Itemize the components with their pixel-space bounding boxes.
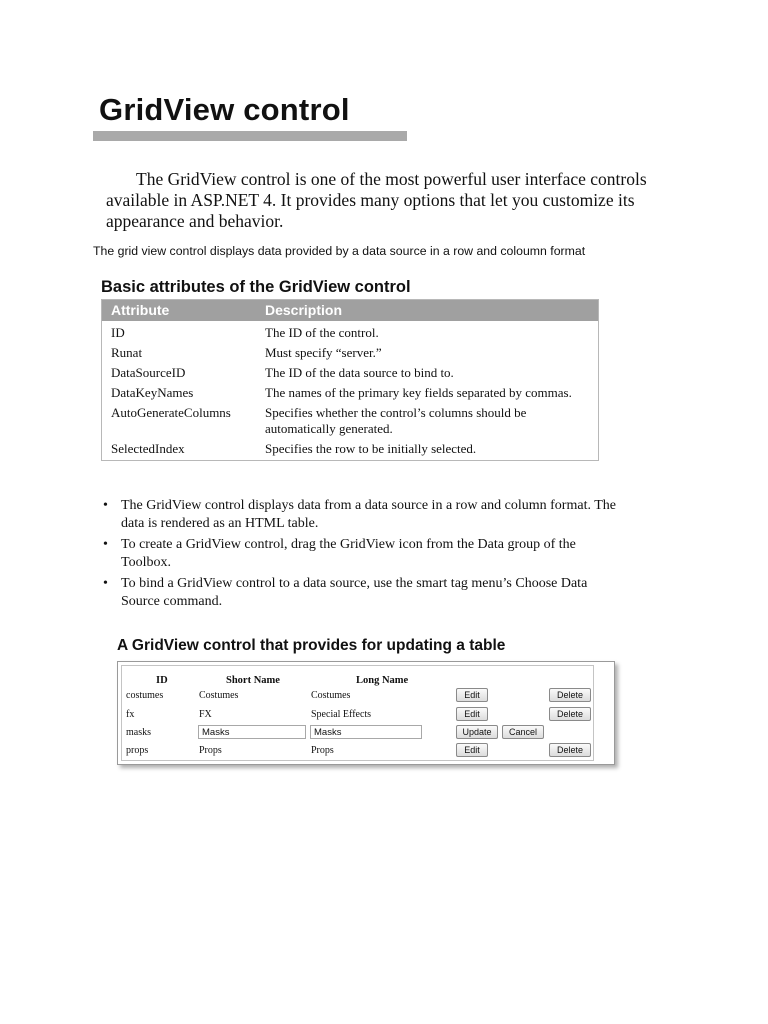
attribute-description: The ID of the control. xyxy=(265,325,379,340)
attribute-name: DataKeyNames xyxy=(111,385,194,400)
attribute-description: Specifies the row to be initially selected. xyxy=(265,441,477,456)
header-description: Description xyxy=(265,302,343,318)
grid-cell-id: masks xyxy=(126,727,151,738)
bullet-list xyxy=(103,497,673,614)
bullet-icon: • xyxy=(103,537,108,552)
grid-header-long-name: Long Name xyxy=(356,675,409,686)
attribute-description: The ID of the data source to bind to. xyxy=(265,365,454,380)
bullet-line-2: data is rendered as an HTML table. xyxy=(121,515,319,531)
bullet-icon: • xyxy=(103,576,108,591)
list-item xyxy=(103,497,673,532)
edit-button[interactable]: Edit xyxy=(456,743,488,757)
attributes-table-title: Basic attributes of the GridView control xyxy=(101,278,411,296)
grid-cell-id: costumes xyxy=(126,690,164,701)
grid-header-short-name: Short Name xyxy=(226,675,280,686)
delete-button[interactable]: Delete xyxy=(549,707,591,721)
bullet-icon: • xyxy=(103,498,108,513)
attribute-description xyxy=(265,405,595,436)
grid-header-id: ID xyxy=(156,675,168,686)
gridview-example-title: A GridView control that provides for updating a table xyxy=(117,637,506,654)
grid-cell-short-name: FX xyxy=(199,709,212,720)
attribute-name: ID xyxy=(111,325,125,340)
attribute-name: DataSourceID xyxy=(111,365,186,380)
grid-cell-short-name: Costumes xyxy=(199,690,239,701)
attribute-description: Must specify “server.” xyxy=(265,345,382,360)
bullet-line-1: The GridView control displays data from a data source in a row and column format. The xyxy=(121,498,616,513)
grid-cell-id: fx xyxy=(126,709,135,720)
edit-button[interactable]: Edit xyxy=(456,707,488,721)
bullet-line-2: Toolbox. xyxy=(121,554,171,570)
cancel-button[interactable]: Cancel xyxy=(502,725,544,739)
intro-paragraph xyxy=(106,169,686,232)
attributes-table xyxy=(101,299,599,461)
short-name-input[interactable]: Masks xyxy=(198,725,306,739)
intro-line-1: The GridView control is one of the most powerful user interface controls xyxy=(136,169,647,189)
grid-cell-long-name: Special Effects xyxy=(311,709,372,720)
update-button[interactable]: Update xyxy=(456,725,498,739)
attribute-name: AutoGenerateColumns xyxy=(111,405,231,420)
attribute-name: SelectedIndex xyxy=(111,441,185,456)
gridview-screenshot xyxy=(117,661,615,765)
list-item xyxy=(103,575,673,610)
grid-cell-long-name: Props xyxy=(311,745,334,756)
grid-cell-id: props xyxy=(126,745,149,756)
attribute-description-line-2: automatically generated. xyxy=(265,420,393,436)
note-text: The grid view control displays data provided by a data source in a row and coloumn format xyxy=(93,244,586,258)
attribute-name: Runat xyxy=(111,345,143,360)
bullet-line-1: To create a GridView control, drag the GridView icon from the Data group of the xyxy=(121,537,576,552)
grid-cell-long-name: Costumes xyxy=(311,690,351,701)
attributes-table-header xyxy=(102,300,598,321)
gridview-table xyxy=(121,665,594,761)
heading-underline-bar xyxy=(93,131,407,141)
edit-button[interactable]: Edit xyxy=(456,688,488,702)
intro-line-2: available in ASP.NET 4. It provides many options that let you customize its xyxy=(106,190,635,210)
long-name-input[interactable]: Masks xyxy=(310,725,422,739)
header-attribute: Attribute xyxy=(111,302,170,318)
attribute-description: The names of the primary key fields separated by commas. xyxy=(265,385,572,400)
attribute-description-line-1: Specifies whether the control’s columns should be xyxy=(265,405,527,420)
page-heading: GridView control xyxy=(99,92,350,127)
intro-line-3: appearance and behavior. xyxy=(106,211,284,231)
bullet-line-2: Source command. xyxy=(121,593,223,609)
grid-cell-short-name: Props xyxy=(199,745,222,756)
delete-button[interactable]: Delete xyxy=(549,688,591,702)
bullet-line-1: To bind a GridView control to a data source, use the smart tag menu’s Choose Data xyxy=(121,576,588,591)
list-item xyxy=(103,536,673,571)
delete-button[interactable]: Delete xyxy=(549,743,591,757)
